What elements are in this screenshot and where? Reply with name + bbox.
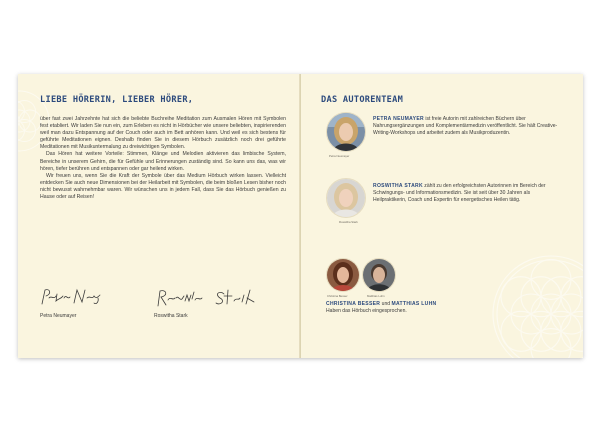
speaker-name: MATTHIAS LUHN [391,301,437,307]
left-page [18,74,300,358]
author-bio [373,116,563,137]
photo-caption: Matthias Luhn [367,294,385,298]
photo-caption: Roswitha Stark [339,220,358,224]
author-photo [326,112,366,152]
author-bio [373,183,563,204]
speaker-connector: und [380,301,392,307]
page-heading: DAS AUTORENTEAM [321,95,404,105]
author-photo [326,178,366,218]
right-page [301,74,583,358]
author-description: zählt zu den erfolgreichsten Autorinnen im Bereich der Schwingungs- und Informationsmedizin. Sie ist seit über 30 Jahren als Heilpraktikerin, Coach und Expertin für energetisches Heilen tätig. [373,183,546,204]
speaker-photo [362,258,396,292]
speakers-credit [326,301,526,315]
author-name: PETRA NEUMAYER [373,116,424,122]
page-heading: LIEBE HÖRERIN, LIEBER HÖRER, [40,95,194,105]
booklet-spread [18,74,583,358]
speaker-name: CHRISTINA BESSER [326,301,381,307]
paragraph: über fast zwei Jahrzehnte hat sich die beliebte Buchreihe Meditation zum Ausmalen Hören mit Symbolen fest etabliert. Wir laden Sie nun ein, zum Erleben es nicht in Hörbücher wie unsere beliebten, inspirierenden weil man dazu Entspannung auf der Couch oder auch im Bett anhören kann. Und weil es sich bestens für geführte Meditationen eignen. Deshalb finden Sie in diesem Hörbuch zusätzlich noch drei geführte Meditationen mit Musikuntermalung zu dreiwichtigen Symbolen. [40,116,286,151]
author-description: ist freie Autorin mit zahlreichen Büchern über Nahrungsergänzungen und Komplementärmedizin veröffentlicht. Sie hält Creative-Writing-Workshops und arbeitet zudem als Musikproduzentin. [373,116,558,137]
author-name: ROSWITHA STARK [373,183,423,189]
signature-name: Petra Neumayer [40,313,77,319]
signature-image [154,286,266,310]
signature-name: Roswitha Stark [154,313,188,319]
paragraph: Wir freuen uns, wenn Sie die Kraft der Symbole über das Medium Hörbuch wirken lassen. Vielleicht entdecken Sie auch neue Dimensionen bei der Heilarbeit mit Symbolen, die beim bloßen Lesen bisher noch nicht bewusst wahrnehmbar waren. Wir wünschen uns in jedem Fall, dass Sie das Hörbuch genießen zu Hause oder auf Reisen! [40,172,286,201]
photo-caption: Petra Neumayer [329,154,350,158]
signature-image [38,286,104,308]
intro-text [40,116,286,201]
speaker-photo [326,258,360,292]
paragraph: Das Hören hat weitere Vorteile: Stimmen, Klänge und Melodien aktivieren das limbische System, Bereiche in unserem Gehirn, die für Gefühle und Erinnerungen zuständig sind. So kann uns das, was wir hören, tiefer berühren und entspannen oder gar heilend wirken. [40,151,286,172]
photo-caption: Christina Besser [327,294,348,298]
speaker-description: Haben das Hörbuch eingesprochen. [326,308,407,315]
